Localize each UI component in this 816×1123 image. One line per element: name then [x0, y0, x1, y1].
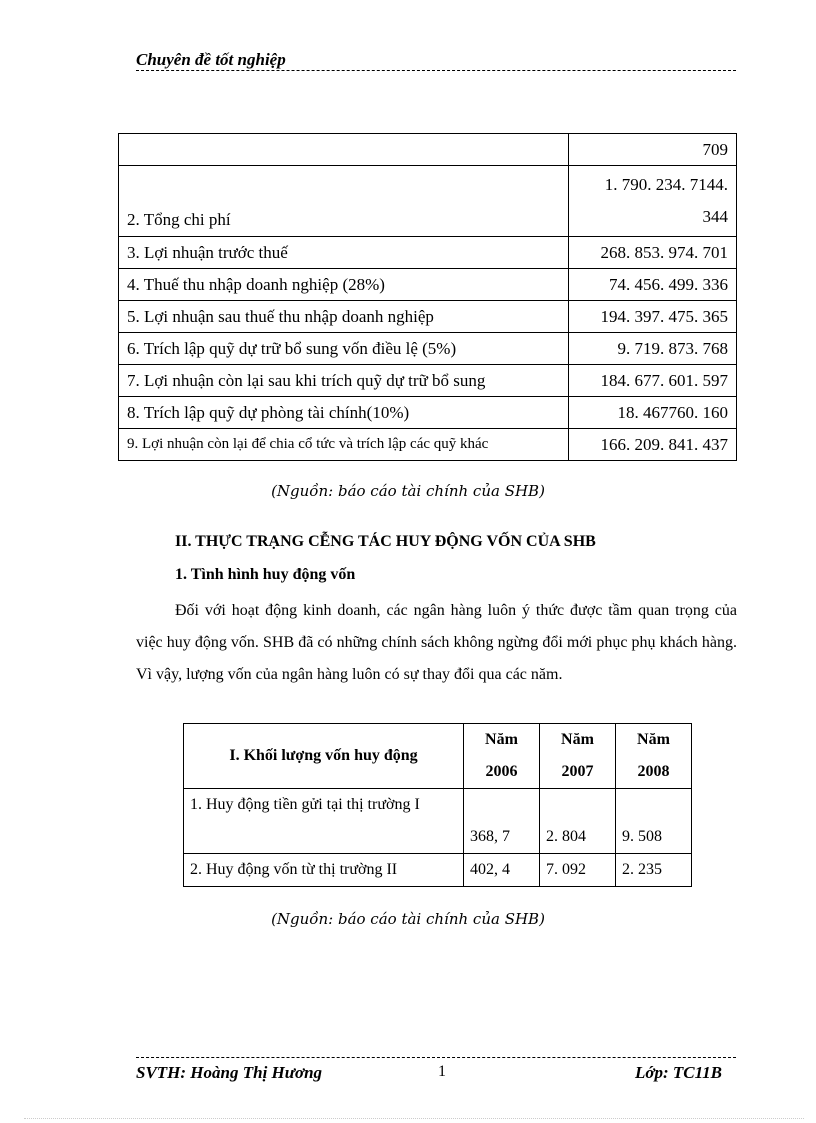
row-value: 9. 719. 873. 768 [569, 333, 737, 365]
row-value: 194. 397. 475. 365 [569, 301, 737, 333]
row-label: 3. Lợi nhuận trước thuế [119, 237, 569, 269]
row-label: 7. Lợi nhuận còn lại sau khi trích quỹ dự trữ bổ sung [119, 365, 569, 397]
row-value: 7. 092 [540, 854, 616, 887]
table-header-row [184, 724, 692, 789]
table-row [119, 269, 737, 301]
table-row [119, 333, 737, 365]
table-row [119, 166, 737, 237]
table2-source: (Nguồn: báo cáo tài chính của SHB) [271, 910, 545, 928]
year-value: 2008 [637, 763, 670, 780]
row-label: 2. Tổng chi phí [119, 166, 569, 237]
document-header-title: Chuyên đề tốt nghiệp [136, 50, 286, 69]
row-value-line: 344 [702, 207, 728, 226]
table-row [119, 237, 737, 269]
row-value [569, 166, 737, 237]
profit-table [118, 133, 737, 461]
subsection-heading: 1. Tình hình huy động vốn [175, 566, 356, 583]
row-label: 5. Lợi nhuận sau thuế thu nhập doanh nghiệp [119, 301, 569, 333]
row-value: 2. 804 [540, 789, 616, 854]
row-label: 8. Trích lập quỹ dự phòng tài chính(10%) [119, 397, 569, 429]
column-header-year [540, 724, 616, 789]
footer-divider [136, 1057, 736, 1058]
row-label [119, 134, 569, 166]
row-value: 2. 235 [616, 854, 692, 887]
row-label: 2. Huy động vốn từ thị trường II [184, 854, 464, 887]
year-label: Năm [485, 731, 518, 748]
row-value: 9. 508 [616, 789, 692, 854]
year-label: Năm [561, 731, 594, 748]
table-row [119, 429, 737, 461]
row-value: 402, 4 [464, 854, 540, 887]
year-value: 2006 [485, 763, 518, 780]
row-value: 268. 853. 974. 701 [569, 237, 737, 269]
footer-class: Lớp: TC11B [634, 1063, 722, 1082]
footer-student-name: SVTH: Hoàng Thị Hương [136, 1063, 323, 1082]
table-row [119, 397, 737, 429]
row-value: 368, 7 [464, 789, 540, 854]
column-header-label: I. Khối lượng vốn huy động [184, 724, 464, 789]
row-value: 709 [569, 134, 737, 166]
row-value: 166. 209. 841. 437 [569, 429, 737, 461]
page-edge-line [24, 1118, 804, 1119]
table-row [119, 365, 737, 397]
table-row [119, 134, 737, 166]
row-value: 74. 456. 499. 336 [569, 269, 737, 301]
section-heading: II. THỰC TRẠNG CỄNG TÁC HUY ĐỘNG VỐN CỦA SHB [175, 533, 596, 550]
table-row [184, 789, 692, 854]
row-label: 9. Lợi nhuận còn lại để chia cổ tức và trích lập các quỹ khác [119, 429, 569, 461]
row-label: 1. Huy động tiền gửi tại thị trường I [184, 789, 464, 854]
row-value: 184. 677. 601. 597 [569, 365, 737, 397]
table-row [184, 854, 692, 887]
table1-source: (Nguồn: báo cáo tài chính của SHB) [271, 482, 545, 500]
row-label: 4. Thuế thu nhập doanh nghiệp (28%) [119, 269, 569, 301]
row-label: 6. Trích lập quỹ dự trữ bổ sung vốn điều lệ (5%) [119, 333, 569, 365]
body-paragraph: Đối với hoạt động kinh doanh, các ngân hàng luôn ý thức được tầm quan trọng của việc huy động vốn. SHB đã có những chính sách không ngừng đổi mới phục phụ khách hàng. Vì vậy, lượng vốn của ngân hàng luôn có sự thay đổi qua các năm. [136, 602, 737, 683]
capital-mobilization-table [183, 723, 692, 887]
column-header-year [616, 724, 692, 789]
table-row [119, 301, 737, 333]
page-number: 1 [438, 1063, 446, 1080]
header-divider [136, 70, 736, 71]
year-label: Năm [637, 731, 670, 748]
row-value-line: 1. 790. 234. 7144. [604, 175, 728, 194]
row-value: 18. 467760. 160 [569, 397, 737, 429]
column-header-year [464, 724, 540, 789]
year-value: 2007 [561, 763, 594, 780]
